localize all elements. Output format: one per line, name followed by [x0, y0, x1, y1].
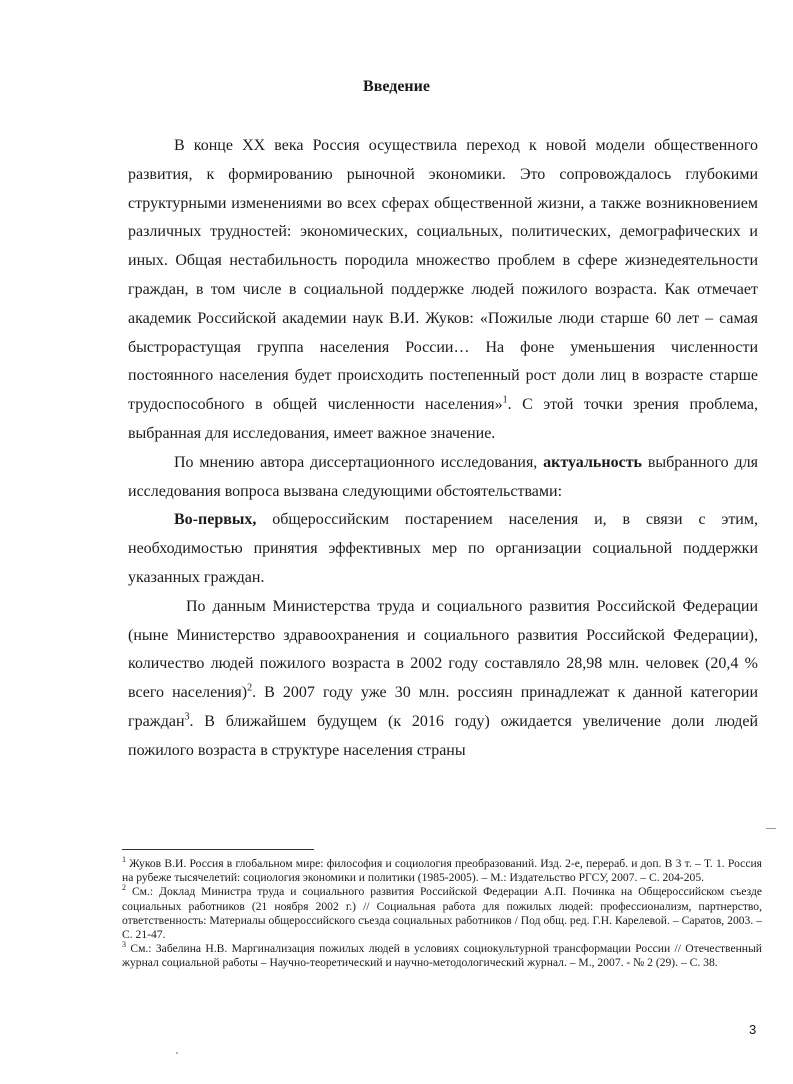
paragraph-relevance-pre: По мнению автора диссертационного исследования, [174, 453, 544, 471]
page-title: Введение [363, 78, 430, 95]
footnote-3-text: См.: Забелина Н.В. Маргинализация пожилых людей в условиях социокультурной трансформации России // Отечественный журнал социальной работы – Научно-теоретический и научно-методологический журнал. – М., 2007. - № 2 (29). – С. 38. [122, 942, 762, 970]
footnote-ref-2: 2 [247, 682, 253, 694]
paragraph-intro-tail: . С этой точки зрения проблема, выбранная для исследования, имеет важное значение. [128, 396, 759, 442]
footnote-1 [122, 857, 762, 885]
footnote-3-number: 3 [122, 940, 126, 950]
footnote-ref-1: 1 [502, 394, 508, 406]
footnote-1-number: 1 [122, 855, 126, 865]
paragraph-statistics-c: . В ближайшем будущем (к 2016 году) ожидается увеличение доли людей пожилого возраста в структуре населения страны [128, 712, 758, 759]
paragraph-relevance [128, 449, 758, 507]
paragraph-intro [128, 132, 758, 449]
scan-artifact-mark [766, 828, 776, 829]
relevance-term: актуальность [543, 453, 643, 471]
scan-artifact-dot [176, 1052, 178, 1054]
paragraph-statistics-b: . В 2007 году уже 30 млн. россиян принадлежат к данной категории граждан [128, 684, 759, 730]
paragraph-intro-text: В конце XX века Россия осуществила переход к новой модели общественного развития, к формированию рыночной экономики. Это сопровождалось глубокими структурными изменениями во всех сферах общественной жизни, а также возникновением различных трудностей: экономических, социальных, политических, демографических и иных. Общая нестабильность породила множество проблем в сфере жизнедеятельности граждан, в том числе в социальной поддержке людей пожилого возраста. Как отмечает академик Российской академии наук В.И. Жуков: «Пожилые люди старше 60 лет – самая быстрорастущая группа населения России… На фоне уменьшения численности постоянного населения будет происходить постепенный рост доли лиц в возрасте старше трудоспособного в общей численности населения» [128, 137, 758, 414]
paragraph-first-reason [128, 506, 758, 592]
footnote-2-text: См.: Доклад Министра труда и социального развития Российской Федерации А.П. Починка на Общероссийском съезде социальных работников (21 ноября 2002 г.) // Социальная работа для пожилых людей: профессионализм, партнерство, ответственность: Материалы общероссийского съезда социальных работников / Под общ. ред. Г.Н. Карелевой. – Саратов, 2003. – С. 21-47. [122, 885, 762, 942]
footnote-3 [122, 942, 762, 970]
paragraph-first-reason-text: общероссийским постарением населения и, в связи с этим, необходимостью принятия эффективных мер по организации социальной поддержки указанных граждан. [128, 511, 758, 586]
footnotes [122, 857, 762, 971]
paragraph-relevance-post: выбранного для исследования вопроса вызвана следующими обстоятельствами: [128, 453, 759, 500]
paragraph-statistics-a: По данным Министерства труда и социального развития Российской Федерации (ныне Министерство здравоохранения и социального развития Российской Федерации), количество людей пожилого возраста в 2002 году составляло 28,98 млн. человек (20,4 % всего населения) [128, 597, 758, 702]
footnote-ref-3: 3 [184, 711, 190, 723]
footnote-2-number: 2 [122, 883, 126, 893]
first-reason-label: Во-первых, [174, 511, 257, 529]
paragraph-statistics [128, 593, 758, 766]
page-number: 3 [749, 1022, 757, 1037]
footnote-1-text: Жуков В.И. Россия в глобальном мире: философия и социология преобразований. Изд. 2-е, перераб. и доп. В 3 т. – Т. 1. Россия на рубеже тысячелетий: социология экономики и политики (1985-2005). – М.: Издательство РГСУ, 2007. – С. 204-205. [122, 857, 762, 885]
main-text [128, 132, 758, 766]
footnote-2 [122, 885, 762, 942]
footnote-separator [122, 849, 314, 850]
